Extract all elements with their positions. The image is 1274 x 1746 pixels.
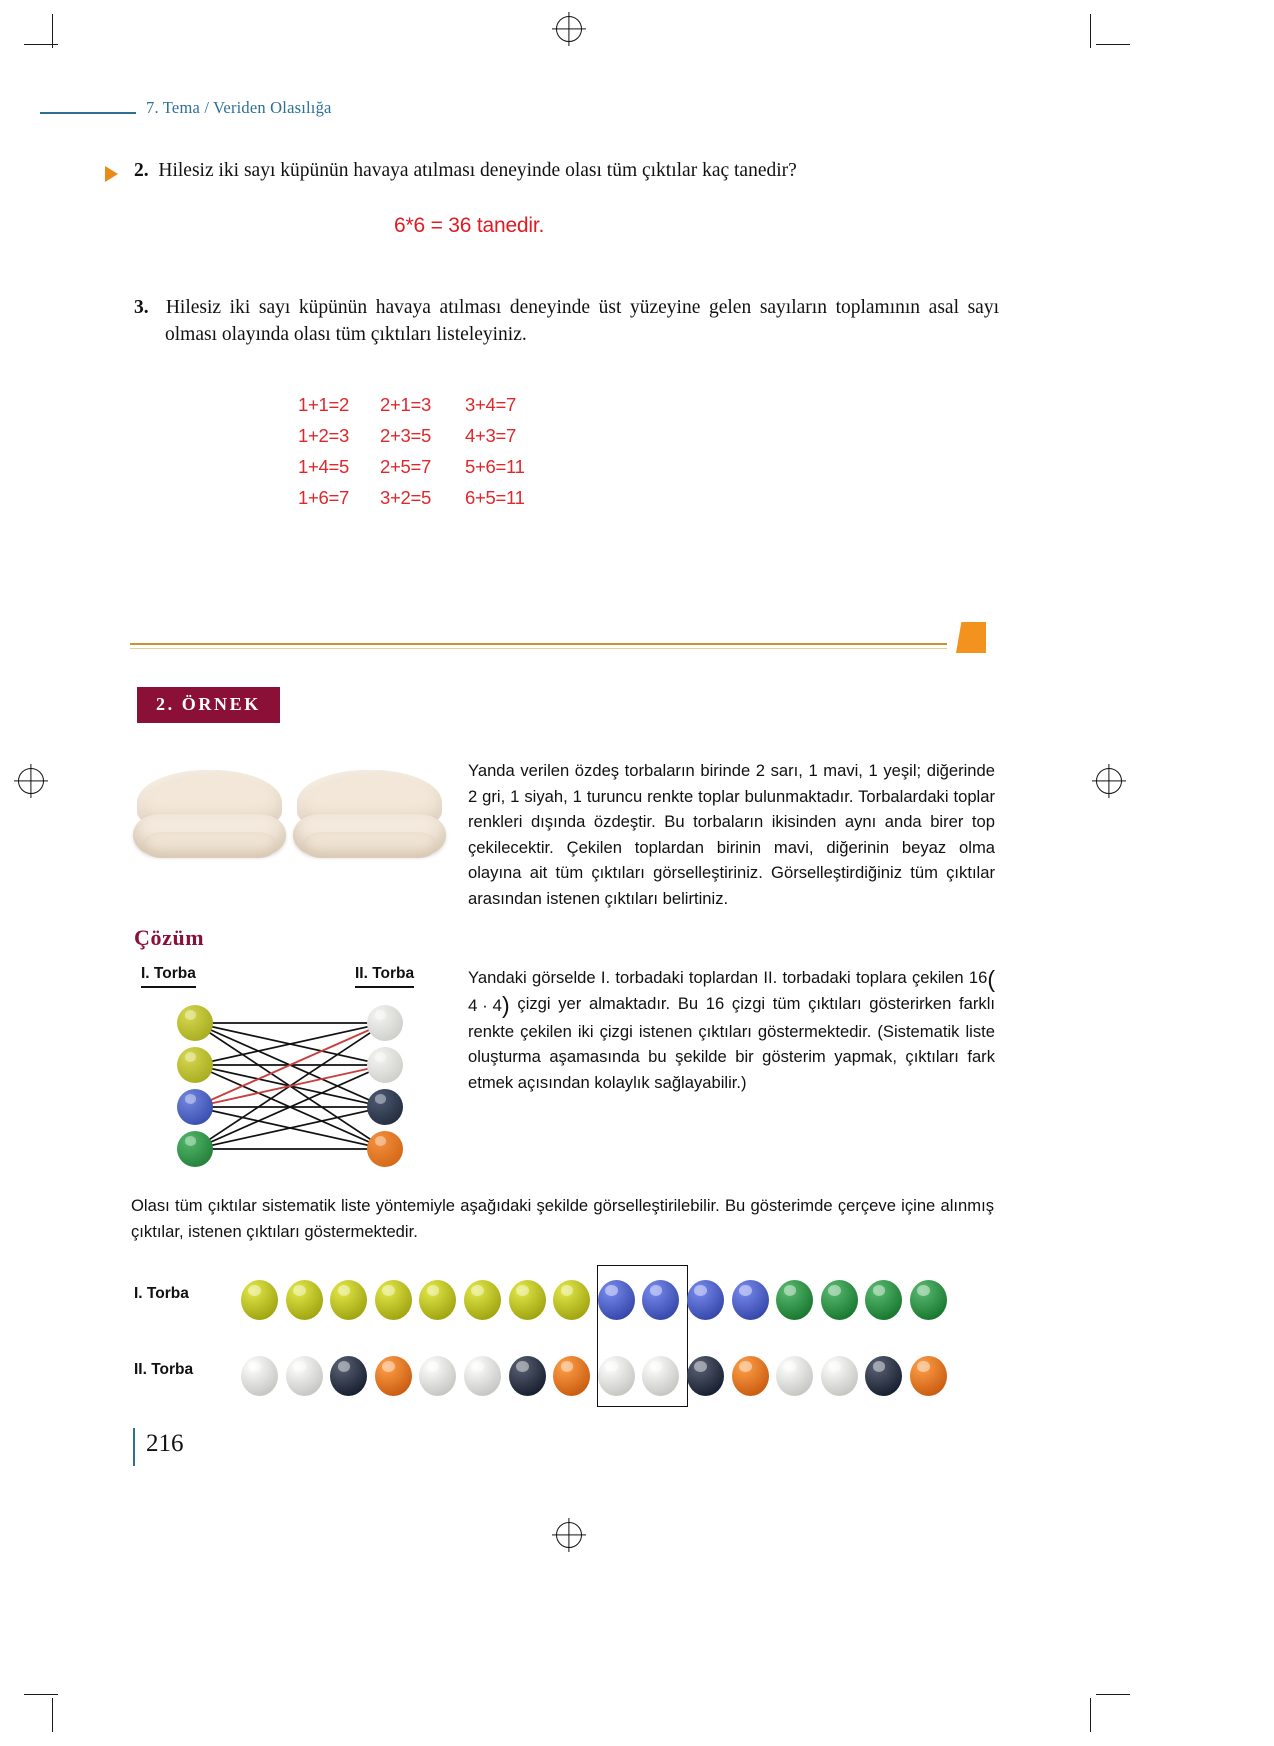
question-3 [134,295,999,349]
equation-cell: 5+6=11 [465,456,525,477]
registration-mark [556,1522,582,1548]
diagram-node-left [177,1047,213,1083]
bag-two [297,770,442,858]
registration-mark [1096,768,1122,794]
equation-cell: 2+1=3 [380,394,431,415]
equation-cell: 2+5=7 [380,456,431,477]
equation-cell: 3+2=5 [380,487,431,508]
systematic-ball [375,1280,412,1320]
question-3-number: 3. [134,297,149,318]
diagram-math: 4 · 4 [468,995,503,1015]
systematic-ball [509,1280,546,1320]
systematic-ball [821,1280,858,1320]
equation-cell: 1+6=7 [298,487,349,508]
systematic-ball [910,1280,947,1320]
bags-illustration [137,748,442,858]
question-3-answer-grid [298,394,525,509]
systematic-ball [732,1280,769,1320]
equation-cell: 1+4=5 [298,456,349,477]
systematic-ball [553,1280,590,1320]
systematic-ball [330,1356,367,1396]
registration-mark [556,16,582,42]
solution-heading: Çözüm [134,925,205,950]
diagram-explanation: Yandaki görselde I. torbadaki toplardan II. torbadaki toplara çekilen 16(4 · 4) çizgi yer almaktadır. Bu 16 çizgi tüm çıktıları gösterirken farklı renkte çekilen iki çizgi istenen çıktıları göstermektedir. (Sistematik liste oluşturma aşamasında bu şekilde bir gösterim yapmak, çıktıları fark etmek açısından kolaylık sağlayabilir.) [468,966,995,1092]
crop-mark [1096,44,1130,45]
systematic-ball [598,1280,635,1320]
corner-tab [956,622,986,653]
systematic-ball [821,1356,858,1396]
diagram-text-after: çizgi yer almaktadır. Bu 16 çizgi tüm çıktıları gösterirken farklı renkte çekilen iki çizgi istenen çıktıları göstermektedir. (Sistematik liste oluşturma aşamasında bu şekilde bir gösterim yapmak, çıktıları fark etmek açısından kolaylık sağlayabilir.) [468,993,995,1092]
crop-mark [52,14,53,48]
example-statement: Yanda verilen özdeş torbaların birinde 2 sarı, 1 mavi, 1 yeşil; diğerinde 2 gri, 1 siyah, 1 turuncu renkte toplar bulunmaktadır. Torbalardaki toplar renkleri dışında özdeştir. Bu torbaların ikisinden aynı anda birer top çekilecektir. Çekilen toplardan birinin mavi, diğerinin beyaz olma olayına ait tüm çıktıları görselleştiriniz. Görselleştirdiğiniz tüm çıktılar arasından istenen çıktıları belirtiniz. [468,761,995,908]
diagram-label-right: II. Torba [355,965,414,988]
crop-mark [24,44,58,45]
equation-cell: 4+3=7 [465,425,516,446]
running-head-rule [40,112,136,114]
crop-mark [1090,14,1091,48]
section-divider-thin [130,648,947,649]
systematic-ball [776,1280,813,1320]
equation-cell: 1+1=2 [298,394,349,415]
systematic-ball [598,1356,635,1396]
systematic-list [131,1258,995,1418]
equation-cell: 3+4=7 [465,394,516,415]
diagram-node-left [177,1005,213,1041]
page-number: 216 [146,1430,184,1457]
diagram-node-left [177,1089,213,1125]
question-3-text: Hilesiz iki sayı küpünün havaya atılması deneyinde üst yüzeyine gelen sayıların toplamının asal sayı olması olayında olası tüm çıktıları listeleyiniz. [165,297,999,345]
question-2-number: 2. [134,160,149,181]
question-2-answer: 6*6 = 36 tanedir. [394,214,545,237]
registration-mark [18,768,44,794]
systematic-ball [419,1280,456,1320]
diagram-node-right [367,1089,403,1125]
systematic-ball [286,1356,323,1396]
systematic-ball [241,1280,278,1320]
diagram-node-right [367,1131,403,1167]
equation-cell: 1+2=3 [298,425,349,446]
bag-one [137,770,282,858]
question-2-text: Hilesiz iki sayı küpünün havaya atılması deneyinde olası tüm çıktılar kaç tanedir? [158,160,797,181]
diagram-node-right [367,1005,403,1041]
diagram-node-right [367,1047,403,1083]
systematic-ball [375,1356,412,1396]
section-divider [130,643,947,645]
systematic-ball [776,1356,813,1396]
systematic-ball [865,1280,902,1320]
question-2 [134,158,994,185]
systematic-row-label-1: I. Torba [134,1285,189,1302]
systematic-list-intro: Olası tüm çıktılar sistematik liste yöntemiyle aşağıdaki şekilde görselleştirilebilir. Bu gösterimde çerçeve içine alınmış çıktılar, istenen çıktıları göstermektedir. [131,1196,994,1241]
systematic-ball [509,1356,546,1396]
crop-mark [24,1694,58,1695]
crop-mark [1090,1698,1091,1732]
diagram-label-left: I. Torba [141,965,196,988]
systematic-ball [330,1280,367,1320]
diagram-text-before: Yandaki görselde I. torbadaki toplardan II. torbadaki toplara çekilen 16 [468,968,988,987]
systematic-ball [687,1280,724,1320]
crop-mark [1096,1694,1130,1695]
folio-rule [133,1428,135,1466]
systematic-ball [687,1356,724,1396]
systematic-ball [419,1356,456,1396]
systematic-ball [553,1356,590,1396]
equation-cell: 6+5=11 [465,487,525,508]
running-head: 7. Tema / Veriden Olasılığa [146,98,332,117]
systematic-ball [865,1356,902,1396]
diagram-node-left [177,1131,213,1167]
systematic-ball [241,1356,278,1396]
crop-mark [52,1698,53,1732]
triangle-bullet-icon [105,166,118,182]
example-badge: 2. ÖRNEK [137,687,280,723]
systematic-ball [910,1356,947,1396]
bipartite-diagram [133,965,453,1180]
systematic-row-label-2: II. Torba [134,1361,194,1378]
systematic-ball [464,1356,501,1396]
systematic-ball [286,1280,323,1320]
equation-cell: 2+3=5 [380,425,431,446]
systematic-ball [464,1280,501,1320]
systematic-ball [732,1356,769,1396]
